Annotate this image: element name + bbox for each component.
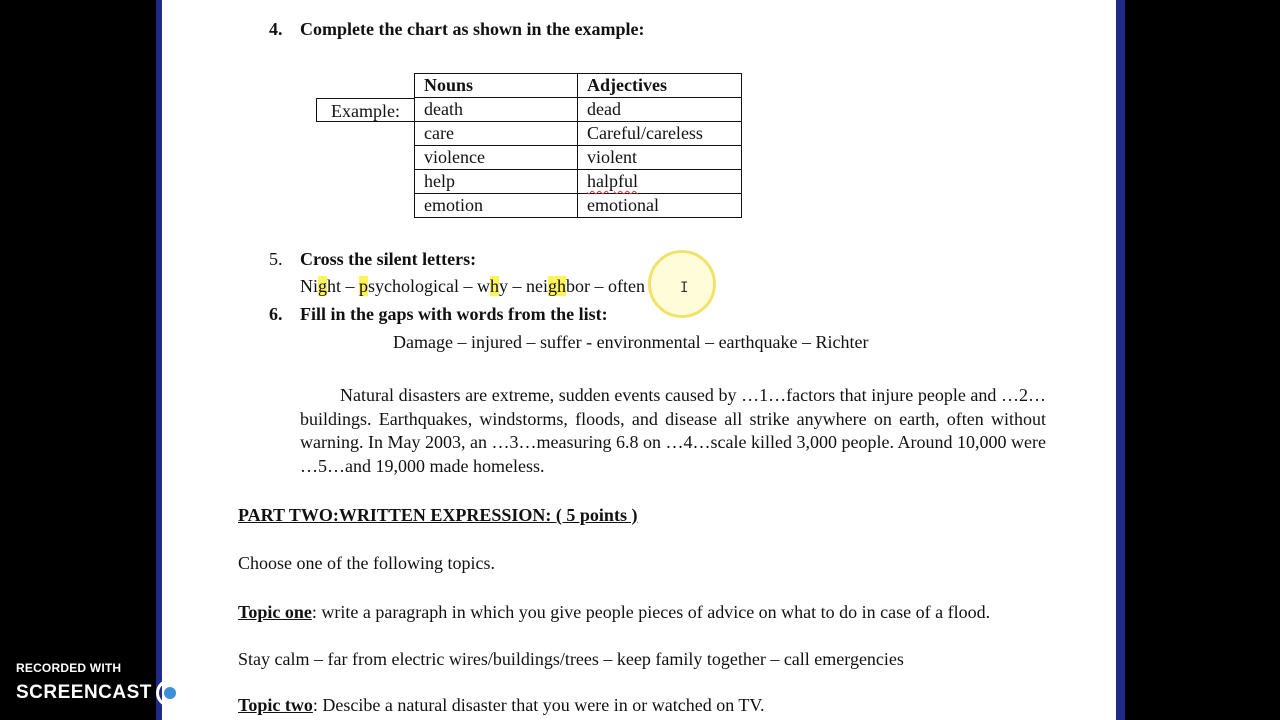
watermark-left: SCREENCAST bbox=[16, 682, 152, 703]
watermark-screencast-matic bbox=[16, 679, 249, 707]
word-part: bor – often bbox=[566, 276, 645, 296]
header-nouns: Nouns bbox=[415, 74, 578, 98]
topic-two-text: : Descibe a natural disaster that you were in or watched on TV. bbox=[312, 695, 765, 715]
q6-title: Fill in the gaps with words from the list: bbox=[300, 304, 608, 324]
highlighted-letter: g bbox=[318, 276, 327, 296]
paragraph-text: Natural disasters are extreme, sudden events caused by …1…factors that injure people and …2…buildings. Earthquakes, windstorms, floods, and disease all strike anywhere on earth, often without warning. In May 2003, an …3…measuring 6.8 on …4…scale killed 3,000 people. Around 10,000 were …5…and 19,000 made homeless. bbox=[300, 385, 1046, 476]
word-part: ht – bbox=[327, 276, 360, 296]
table-row bbox=[415, 146, 742, 170]
instruction-text: Choose one of the following topics. bbox=[238, 553, 495, 573]
watermark-recorded-with: RECORDED WITH bbox=[16, 661, 122, 675]
noun-cell: care bbox=[415, 122, 578, 146]
word-part: y – nei bbox=[499, 276, 548, 296]
adjective-cell: dead bbox=[578, 98, 742, 122]
table-row bbox=[415, 122, 742, 146]
topic-two-label: Topic two bbox=[238, 695, 313, 715]
topic-one-hint: Stay calm – far from electric wires/buildings/trees – keep family together – call emergencies bbox=[238, 649, 904, 669]
word-list: Damage – injured – suffer - environmental – earthquake – Richter bbox=[393, 332, 869, 352]
topic-one-text: : write a paragraph in which you give people pieces of advice on what to do in case of a flood. bbox=[311, 602, 991, 622]
noun-cell: help bbox=[415, 170, 578, 194]
table-row bbox=[415, 194, 742, 218]
adjective-cell bbox=[578, 170, 742, 194]
q5-title: Cross the silent letters: bbox=[300, 249, 477, 269]
highlighted-letter: h bbox=[490, 276, 499, 296]
text-cursor-icon: I bbox=[680, 280, 689, 296]
highlighted-letter: gh bbox=[548, 276, 566, 296]
part-two-heading: PART TWO:WRITTEN EXPRESSION: ( 5 points ) bbox=[238, 505, 638, 525]
screencast-logo-icon bbox=[156, 679, 184, 707]
adjective-cell: violent bbox=[578, 146, 742, 170]
table-row bbox=[415, 98, 742, 122]
noun-cell: emotion bbox=[415, 194, 578, 218]
q5-number: 5. bbox=[269, 249, 283, 269]
noun-cell: violence bbox=[415, 146, 578, 170]
header-adjectives: Adjectives bbox=[578, 74, 742, 98]
q4-title: Complete the chart as shown in the example: bbox=[300, 19, 645, 39]
highlighted-letter: p bbox=[359, 276, 369, 296]
topic-one-label: Topic one bbox=[238, 602, 312, 622]
table-header-row bbox=[415, 74, 742, 98]
q4-number: 4. bbox=[269, 19, 283, 39]
word-part: sychological – w bbox=[368, 276, 490, 296]
topic-two bbox=[238, 695, 765, 716]
nouns-adjectives-table bbox=[414, 73, 742, 218]
topic-one bbox=[238, 600, 1050, 624]
gap-fill-paragraph bbox=[300, 384, 1046, 478]
adjective-cell: emotional bbox=[578, 194, 742, 218]
watermark-right: MATIC bbox=[187, 682, 250, 703]
noun-cell: death bbox=[415, 98, 578, 122]
q6-number: 6. bbox=[269, 304, 283, 324]
page-right-border bbox=[1116, 0, 1125, 720]
example-label: Example: bbox=[316, 98, 414, 122]
adjective-cell: Careful/careless bbox=[578, 122, 742, 146]
word-part: Ni bbox=[300, 276, 318, 296]
misspelled-word: halpful bbox=[587, 171, 638, 191]
table-row bbox=[415, 170, 742, 194]
silent-letters-line bbox=[300, 276, 645, 297]
